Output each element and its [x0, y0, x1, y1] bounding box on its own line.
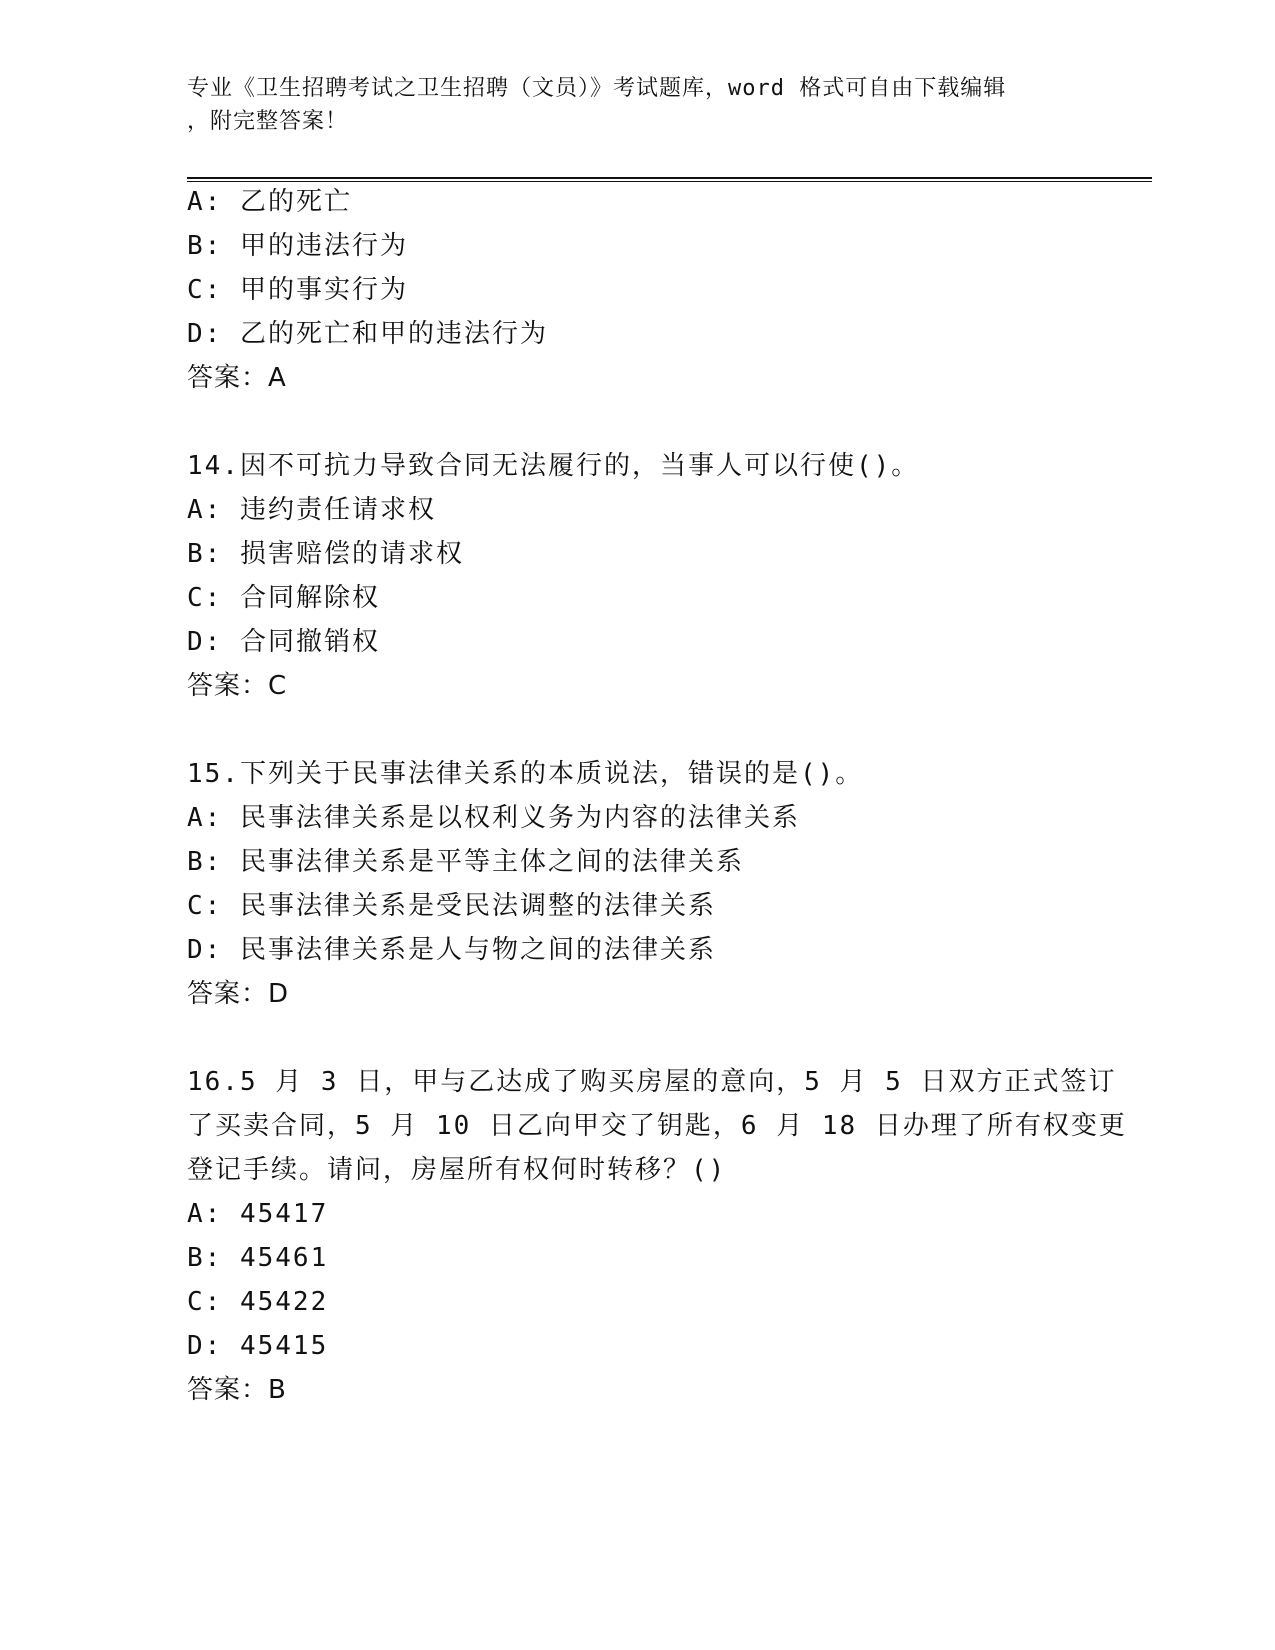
q16-option-a: A: 45417 — [187, 1199, 329, 1229]
header-divider — [187, 177, 1152, 182]
prev-option-d: D: 乙的死亡和甲的违法行为 — [187, 319, 548, 349]
q14-text: 14.因不可抗力导致合同无法履行的，当事人可以行使()。 — [187, 451, 920, 481]
q15-option-c: C: 民事法律关系是受民法调整的法律关系 — [187, 891, 716, 921]
header-line-2: ，附完整答案！ — [187, 109, 349, 134]
prev-option-a: A: 乙的死亡 — [187, 187, 352, 217]
q15-text: 15.下列关于民事法律关系的本质说法，错误的是()。 — [187, 759, 864, 789]
q14-option-d: D: 合同撤销权 — [187, 627, 380, 657]
q16-text-line-2: 了买卖合同，5 月 10 日乙向甲交了钥匙，6 月 18 日办理了所有权变更 — [187, 1111, 1127, 1141]
q15-option-b: B: 民事法律关系是平等主体之间的法律关系 — [187, 847, 744, 877]
q16-option-c: C: 45422 — [187, 1287, 329, 1317]
q15-option-d: D: 民事法律关系是人与物之间的法律关系 — [187, 935, 716, 965]
prev-option-b: B: 甲的违法行为 — [187, 231, 408, 261]
prev-option-c: C: 甲的事实行为 — [187, 275, 408, 305]
q16-option-b: B: 45461 — [187, 1243, 329, 1273]
q16-option-d: D: 45415 — [187, 1331, 329, 1361]
prev-answer: 答案：A — [187, 363, 287, 393]
q16-text-line-3: 登记手续。请问，房屋所有权何时转移？() — [187, 1155, 727, 1185]
q14-option-b: B: 损害赔偿的请求权 — [187, 539, 464, 569]
header-line-1: 专业《卫生招聘考试之卫生招聘（文员）》考试题库，word 格式可自由下载编辑 — [187, 76, 1007, 101]
q14-answer: 答案：C — [187, 671, 288, 701]
q15-answer: 答案：D — [187, 979, 290, 1009]
q16-text-line-1: 16.5 月 3 日，甲与乙达成了购买房屋的意向，5 月 5 日双方正式签订 — [187, 1067, 1117, 1097]
document-header — [187, 72, 1067, 138]
q16-answer: 答案：B — [187, 1375, 287, 1405]
q14-option-c: C: 合同解除权 — [187, 583, 380, 613]
q14-option-a: A: 违约责任请求权 — [187, 495, 436, 525]
q15-option-a: A: 民事法律关系是以权利义务为内容的法律关系 — [187, 803, 800, 833]
